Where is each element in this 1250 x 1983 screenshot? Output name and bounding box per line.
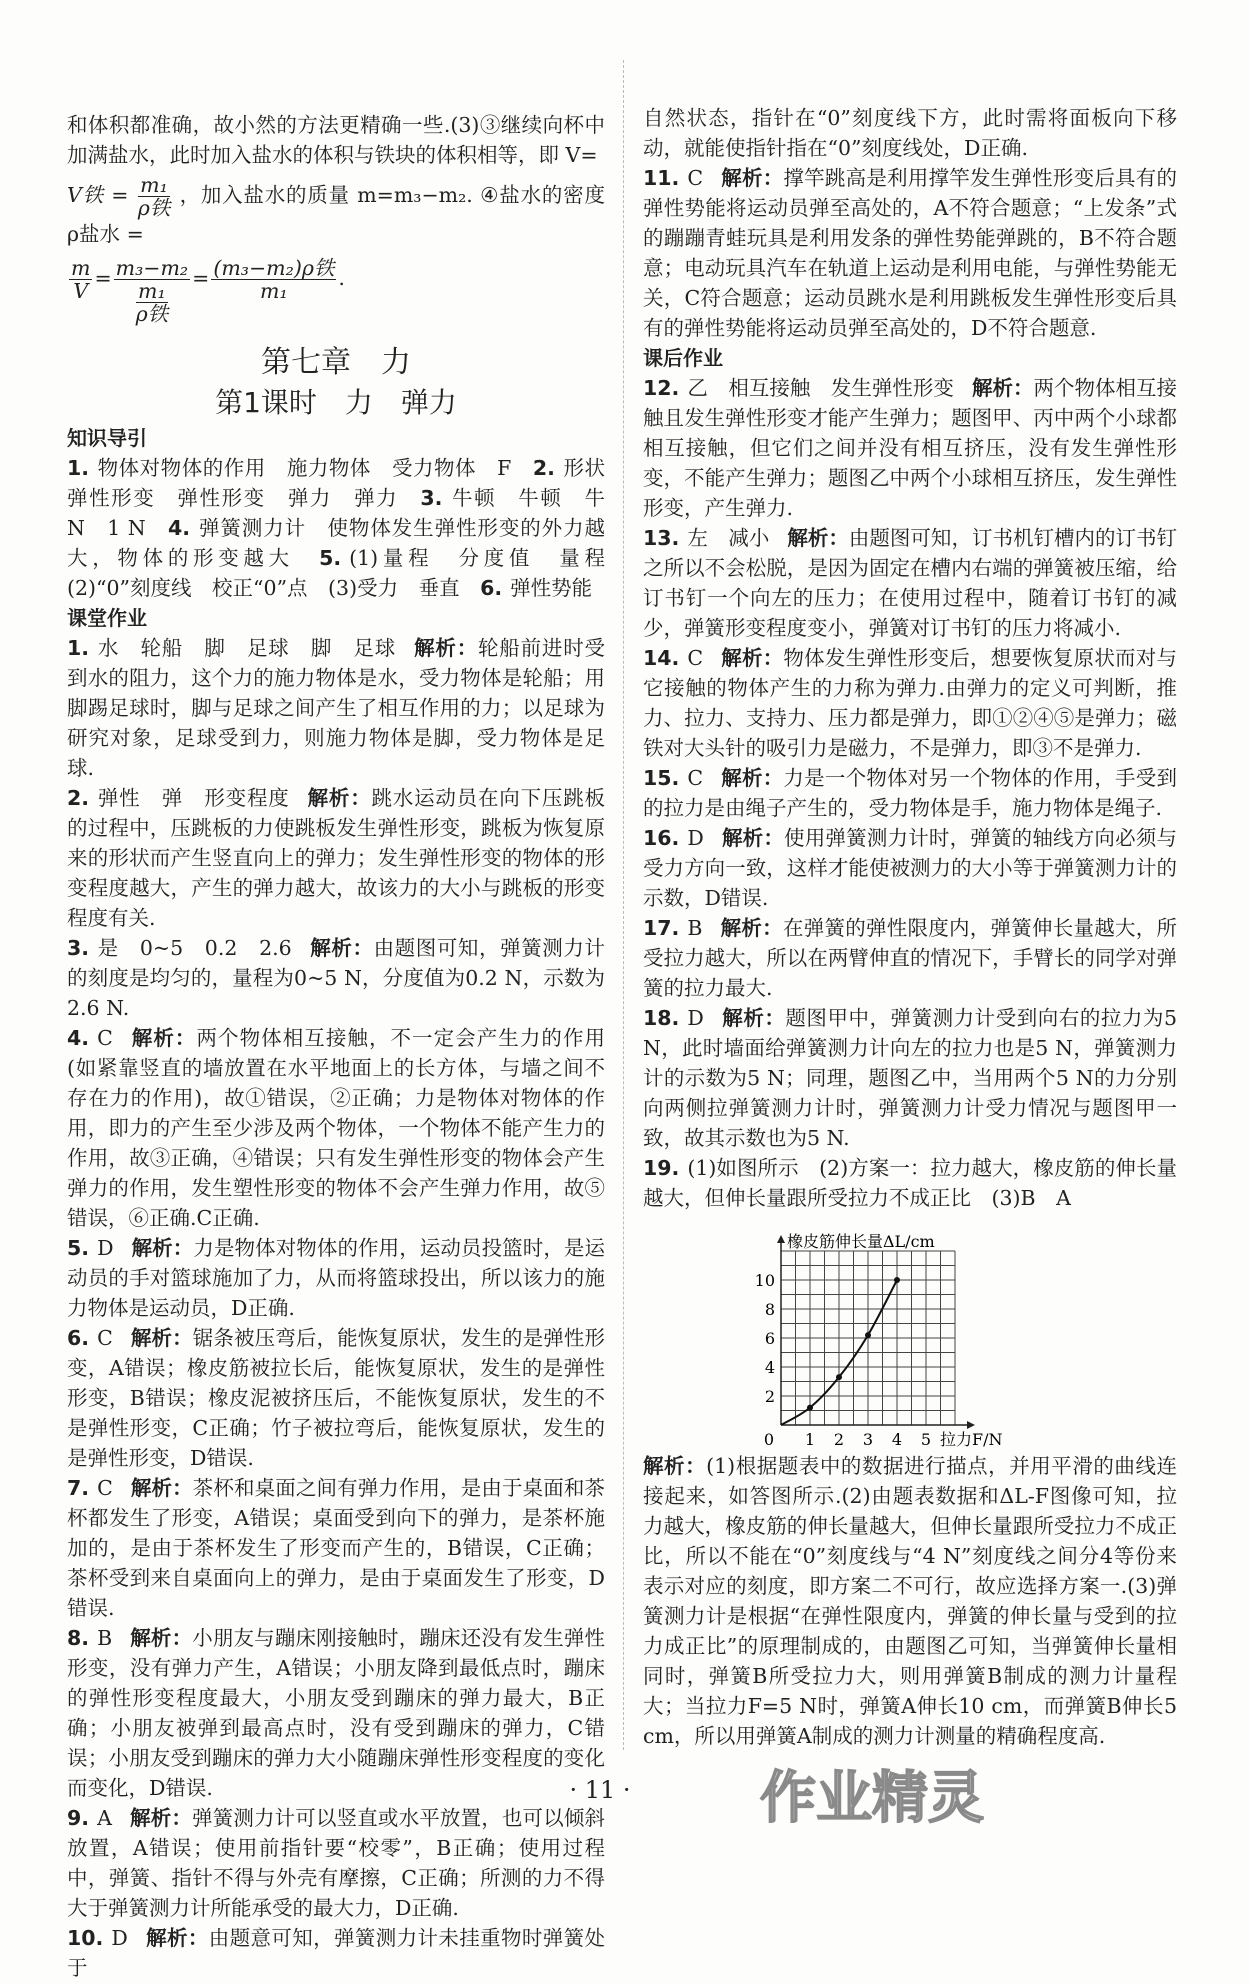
- x-tick-label: 3: [862, 1430, 874, 1449]
- x-tick-label: 2: [833, 1430, 845, 1449]
- stretch-force-graph: [643, 1213, 1177, 1451]
- x-axis-arrow-icon: [967, 1421, 975, 1429]
- answer-item: 10. D 解析：由题意可知，弹簧测力计未挂重物时弹簧处于: [67, 1926, 606, 1980]
- y-tick-label: 6: [764, 1329, 775, 1348]
- formula-mid-text: ，加入盐水的质量 m=m₃−m₂. ④盐水的密度 ρ盐水 =: [67, 183, 605, 246]
- graph-svg: [743, 1215, 1063, 1449]
- data-point: [836, 1374, 842, 1380]
- x-tick-label: 5: [920, 1430, 932, 1449]
- chapter-title: 第七章 力: [261, 345, 411, 380]
- column-divider: [623, 60, 624, 1750]
- page-number: · 11 ·: [569, 1776, 631, 1804]
- y-tick-label: 2: [764, 1387, 775, 1406]
- formula-line-2: $\frac{m}{V}$ = $\frac{\text{m₃−m₂}}{\frac{\text{m₁}}{\text{ρ铁}}}$ = $\frac{\text{(m₃−m₂)ρ铁}}{\text{m₁}}$ .: [71, 256, 345, 326]
- x-tick-label: 1: [804, 1430, 816, 1449]
- answer-item: 13. 左 减小 解析：由题图可知，订书机钉槽内的订书钉之所以不会松脱，是因为固定在槽内右端的弹簧被压缩，给订书钉一个向左的压力；在使用过程中，随着订书钉的减少，弹簧形变程度变小，弹簧对订书钉的压力将减小.: [643, 526, 1178, 640]
- answer-item: 7. C 解析：茶杯和桌面之间有弹力作用，是由于桌面和茶杯都发生了形变，A错误；桌面受到向下的弹力，是茶杯施加的，是由于茶杯发生了形变而产生的，B错误，C正确；茶杯受到来自桌面向上的弹力，是由于桌面发生了形变，D错误.: [67, 1476, 606, 1620]
- answer-item: 14. C 解析：物体发生弹性形变后，想要恢复原状而对与它接触的物体产生的力称为弹力.由弹力的定义可判断，推力、拉力、支持力、压力都是弹力，即①②④⑤是弹力；磁铁对大头针的吸引力是磁力，不是弹力，即③不是弹力.: [643, 646, 1177, 760]
- left-column: [67, 110, 626, 1983]
- fraction-result: $\frac{\text{(m₃−m₂)ρ铁}}{\text{m₁}}$: [213, 256, 335, 303]
- data-point: [894, 1277, 900, 1283]
- formula-line-1: [67, 170, 605, 253]
- answer-item: 1. 水 轮船 脚 足球 脚 足球 解析：轮船前进时受到水的阻力，这个力的施力物体是水，受力物体是轮船；用脚踢足球时，脚与足球之间产生了相互作用的力；以足球为研究对象，足球受到力，则施力物体是脚，受力物体是足球.: [67, 636, 606, 780]
- answer-item: 15. C 解析：力是一个物体对另一个物体的作用，手受到的拉力是由绳子产生的，受力物体是手，施力物体是绳子.: [643, 766, 1177, 820]
- data-point: [865, 1332, 871, 1338]
- fraction-m1-over-rho: $\frac{\text{m₁}}{\text{ρ铁}}$: [137, 173, 171, 220]
- watermark: 作业精灵: [760, 1766, 984, 1831]
- answer-item: 17. B 解析：在弹簧的弹性限度内，弹簧伸长量越大，所受拉力越大，所以在两臂伸直的情况下，手臂长的同学对弹簧的拉力最大.: [643, 916, 1178, 1000]
- answer-item: 3. 是 0~5 0.2 2.6 解析：由题图可知，弹簧测力计的刻度是均匀的，量程为0~5 N，分度值为0.2 N，示数为2.6 N.: [67, 936, 605, 1020]
- fraction-m-over-v: $\frac{m}{V}$: [71, 256, 91, 303]
- data-point: [807, 1405, 813, 1411]
- answer-item: 8. B 解析：小朋友与蹦床刚接触时，蹦床还没有发生弹性形变，没有弹力产生，A错误；小朋友降到最低点时，蹦床的弹性形变程度最大，小朋友受到蹦床的弹力最大，B正确；小朋友被弹到最高点时，没有受到蹦床的弹力，C错误；小朋友受到蹦床的弹力大小随蹦床弹性形变程度的变化而变化，D错误.: [67, 1626, 606, 1800]
- y-tick-label: 4: [764, 1358, 775, 1377]
- section-heading-classwork: 课堂作业: [67, 606, 147, 630]
- answer-item: 18. D 解析：题图甲中，弹簧测力计受到向右的拉力为5 N，此时墙面给弹簧测力计向左的拉力也是5 N，弹簧测力计的示数为5 N；同理，题图乙中，当用两个5 N的力分别向两侧拉弹簧测力计时，弹簧测力计受力情况与题图甲一致，故其示数也为5 N.: [643, 1006, 1177, 1150]
- answer-item-continued: 自然状态，指针在“0”刻度线下方，此时需将面板向下移动，就能使指针指在“0”刻度线处，D正确.: [643, 106, 1177, 160]
- answer-item: 6. C 解析：锯条被压弯后，能恢复原状，发生的是弹性形变，A错误；橡皮筋被拉长后，能恢复原状，发生的是弹性形变，B错误；橡皮泥被挤压后，不能恢复原状，发生的不是弹性形变，C正确；竹子被拉弯后，能恢复原状，发生的是弹性形变，D错误.: [67, 1326, 606, 1470]
- answer-item: 16. D 解析：使用弹簧测力计时，弹簧的轴线方向必须与受力方向一致，这样才能使被测力的大小等于弹簧测力计的示数，D错误.: [643, 826, 1178, 910]
- y-axis-arrow-icon: [777, 1235, 785, 1243]
- guide-answers: 1. 物体对物体的作用 施力物体 受力物体 F 2. 形状 弹性形变 弹性形变 弹力 弹力 3. 牛顿 牛顿 牛 N 1 N 4. 弹簧测力计 使物体发生弹性形变的外力越大，物体的形变越大 5. (1)量程 分度值 量程 (2)“0”刻度线 校正“0”点 (3)受力 垂直 6. 弹性势能: [67, 456, 626, 600]
- y-tick-label: 8: [764, 1300, 775, 1319]
- answer-item: 12. 乙 相互接触 发生弹性形变 解析：两个物体相互接触且发生弹性形变才能产生弹力；题图甲、丙中两个小球都相互接触，但它们之间并没有相互挤压，没有发生弹性形变，不能产生弹力；题图乙中两个小球相互挤压，发生弹性形变，产生弹力.: [643, 376, 1178, 520]
- carryover-text: 和体积都准确，故小然的方法更精确一些.(3)③继续向杯中加满盐水，此时加入盐水的体积与铁块的体积相等，即 V=: [67, 113, 605, 167]
- section-heading-homework: 课后作业: [643, 346, 723, 370]
- right-column: [643, 103, 1177, 1751]
- answer-item: 19. (1)如图所示 (2)方案一：拉力越大，橡皮筋的伸长量越大，但伸长量跟所受拉力不成正比 (3)B A: [643, 1156, 1177, 1210]
- formula-v-iron: V铁 =: [67, 183, 129, 207]
- section-heading-guide: 知识导引: [67, 426, 147, 450]
- x-tick-label: 4: [891, 1430, 903, 1449]
- answer-item: 11. C 解析：撑竿跳高是利用撑竿发生弹性形变后具有的弹性势能将运动员弹至高处的，A不符合题意；“上发条”式的蹦蹦青蛙玩具是利用发条的弹性势能弹跳的，B不符合题意；电动玩具汽车在轨道上运动是利用电能，与弹性势能无关，C符合题意；运动员跳水是利用跳板发生弹性形变后具有的弹性势能将运动员弹至高处的，D不符合题意.: [643, 166, 1177, 340]
- y-tick-label: 10: [754, 1271, 775, 1290]
- y-axis-label: 橡皮筋伸长量ΔL/cm: [787, 1232, 935, 1251]
- origin-label: 0: [763, 1430, 775, 1449]
- fraction-compound: $\frac{\text{m₃−m₂}}{\frac{\text{m₁}}{\text{ρ铁}}}$: [115, 256, 189, 326]
- answer-item: 4. C 解析：两个物体相互接触，不一定会产生力的作用(如紧靠竖直的墙放置在水平地面上的长方体，与墙之间不存在力的作用)，故①错误，②正确；力是物体对物体的作用，即力的产生至少涉及两个物体，一个物体不能产生力的作用，故③正确，④错误；只有发生弹性形变的物体会产生弹力的作用，发生塑性形变的物体不会产生弹力作用，故⑤错误，⑥正确.C正确.: [67, 1026, 606, 1230]
- answer-item: 5. D 解析：力是物体对物体的作用，运动员投篮时，是运动员的手对篮球施加了力，从而将篮球投出，所以该力的施力物体是运动员，D正确.: [67, 1236, 606, 1320]
- answer-item: 2. 弹性 弹 形变程度 解析：跳水运动员在向下压跳板的过程中，压跳板的力使跳板发生弹性形变，跳板为恢复原来的形状而产生竖直向上的弹力；发生弹性形变的物体的形变程度越大，产生的弹力越大，故该力的大小与跳板的形变程度有关.: [67, 786, 606, 930]
- lesson-title: 第1课时 力 弹力: [215, 386, 457, 419]
- answer-item-analysis: 解析：(1)根据题表中的数据进行描点，并用平滑的曲线连接起来，如答图所示.(2)由题表数据和ΔL-F图像可知，拉力越大，橡皮筋的伸长量越大，但伸长量跟所受拉力不成正比，所以不能在“0”刻度线与“4 N”刻度线之间分4等份来表示对应的刻度，即方案二不可行，故应选择方案一.(3)弹簧测力计是根据“在弹性限度内，弹簧的伸长量与受到的拉力成正比”的原理制成的，由题图乙可知，当弹簧伸长量相同时，弹簧B所受拉力大，则用弹簧B制成的测力计量程大；当拉力F=5 N时，弹簧A伸长10 cm，而弹簧B伸长5 cm，所以用弹簧A制成的测力计测量的精确程度高.: [643, 1454, 1177, 1748]
- x-axis-label: 拉力F/N: [940, 1430, 1003, 1449]
- answer-item: 9. A 解析：弹簧测力计可以竖直或水平放置，也可以倾斜放置，A错误；使用前指针要“校零”，B正确；使用过程中，弹簧、指针不得与外壳有摩擦，C正确；所测的力不得大于弹簧测力计所能承受的最大力，D正确.: [67, 1806, 606, 1920]
